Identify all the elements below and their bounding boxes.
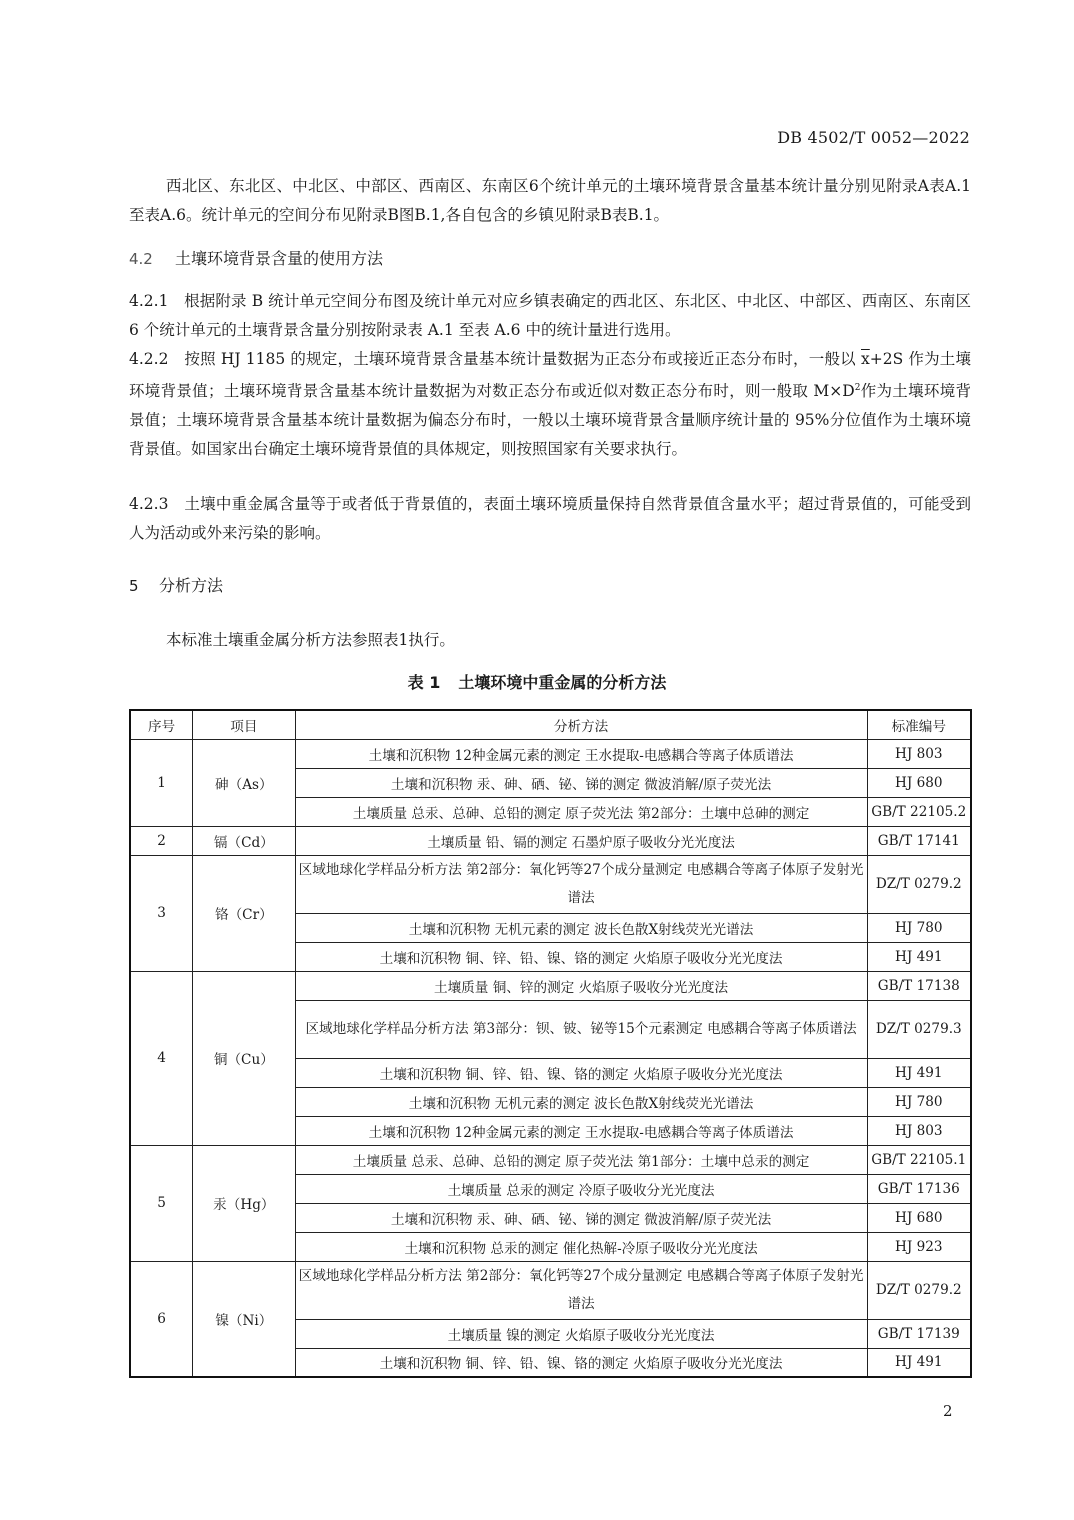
document-code: DB 4502/T 0052—2022 bbox=[777, 128, 970, 147]
item-name: 铜（Cu） bbox=[193, 971, 296, 1145]
table-row bbox=[130, 1261, 971, 1319]
method-cell: 土壤和沉积物 总汞的测定 催化热解-冷原子吸收分光光度法 bbox=[295, 1232, 867, 1261]
section-5-intro: 本标准土壤重金属分析方法参照表1执行。 bbox=[166, 631, 455, 649]
method-cell: 土壤质量 铅、镉的测定 石墨炉原子吸收分光光度法 bbox=[295, 826, 867, 855]
method-cell: 土壤和沉积物 铜、锌、铅、镍、铬的测定 火焰原子吸收分光光度法 bbox=[295, 942, 867, 971]
standard-cell: GB/T 17139 bbox=[867, 1319, 971, 1348]
section-title: 土壤环境背景含量的使用方法 bbox=[175, 249, 384, 268]
standard-cell: DZ/T 0279.2 bbox=[867, 1261, 971, 1319]
clause-4-2-3: 4.2.3 土壤中重金属含量等于或者低于背景值的，表面土壤环境质量保持自然背景值含量水平；超过背景值的，可能受到人为活动或外来污染的影响。 bbox=[129, 495, 971, 542]
clause-text-b: +2S 作为土壤环境背景值；土壤环境背景含量基本统计量数据为对数正态分布或近似对数正态分布时，则一般取 M×D bbox=[129, 350, 971, 401]
standard-cell: HJ 780 bbox=[867, 1087, 971, 1116]
standard-cell: HJ 491 bbox=[867, 1058, 971, 1087]
item-name: 镉（Cd） bbox=[193, 826, 296, 855]
intro-paragraph: 西北区、东北区、中北区、中部区、西南区、东南区6个统计单元的土壤环境背景含量基本统计量分别见附录A表A.1至表A.6。统计单元的空间分布见附录B图B.1,各自包含的乡镇见附录B表B.1。 bbox=[129, 177, 971, 224]
method-cell: 土壤和沉积物 无机元素的测定 波长色散X射线荧光光谱法 bbox=[295, 1087, 867, 1116]
section-number: 5 bbox=[129, 577, 139, 595]
method-cell: 土壤和沉积物 12种金属元素的测定 王水提取-电感耦合等离子体质谱法 bbox=[295, 1116, 867, 1145]
section-4-2-heading bbox=[129, 246, 383, 269]
section-title: 分析方法 bbox=[159, 576, 224, 595]
row-number: 5 bbox=[130, 1145, 193, 1261]
section-5-heading bbox=[129, 573, 223, 596]
superscript: 2 bbox=[854, 383, 861, 393]
table-row bbox=[130, 971, 971, 1000]
table-header-row bbox=[130, 710, 971, 739]
header-cell: 分析方法 bbox=[295, 710, 867, 739]
x-bar-symbol: $\overline{x}$ bbox=[861, 350, 870, 368]
standard-cell: GB/T 17138 bbox=[867, 971, 971, 1000]
method-cell: 土壤和沉积物 无机元素的测定 波长色散X射线荧光光谱法 bbox=[295, 913, 867, 942]
header-cell: 序号 bbox=[130, 710, 193, 739]
row-number: 2 bbox=[130, 826, 193, 855]
standard-cell: HJ 680 bbox=[867, 1203, 971, 1232]
clause-text-c: 作为土壤环境背景值；土壤环境背景含量基本统计量数据为偏态分布时，一般以土壤环境背景含量顺序统计量的 95%分位值作为土壤环境背景值。如国家出台确定土壤环境背景值的具体规定，则按照国家有关要求执行。 bbox=[129, 382, 971, 459]
standard-cell: HJ 803 bbox=[867, 1116, 971, 1145]
row-number: 3 bbox=[130, 855, 193, 971]
item-name: 汞（Hg） bbox=[193, 1145, 296, 1261]
standard-cell: HJ 680 bbox=[867, 768, 971, 797]
method-cell: 土壤质量 铜、锌的测定 火焰原子吸收分光光度法 bbox=[295, 971, 867, 1000]
table-caption bbox=[0, 670, 1074, 693]
clause-text-a: 4.2.2 按照 HJ 1185 的规定，土壤环境背景含量基本统计量数据为正态分布或接近正态分布时，一般以 bbox=[129, 350, 862, 368]
row-number: 6 bbox=[130, 1261, 193, 1377]
row-number: 4 bbox=[130, 971, 193, 1145]
standard-cell: HJ 491 bbox=[867, 942, 971, 971]
method-cell: 土壤质量 总汞、总砷、总铅的测定 原子荧光法 第1部分：土壤中总汞的测定 bbox=[295, 1145, 867, 1174]
standard-cell: GB/T 22105.2 bbox=[867, 797, 971, 826]
standard-cell: GB/T 17136 bbox=[867, 1174, 971, 1203]
table-row bbox=[130, 855, 971, 913]
standard-cell: GB/T 17141 bbox=[867, 826, 971, 855]
standard-cell: DZ/T 0279.2 bbox=[867, 855, 971, 913]
clause-4-2-2 bbox=[129, 345, 971, 464]
header-cell: 标准编号 bbox=[867, 710, 971, 739]
standard-cell: DZ/T 0279.3 bbox=[867, 1000, 971, 1058]
method-cell: 区域地球化学样品分析方法 第3部分：钡、铍、铋等15个元素测定 电感耦合等离子体质谱法 bbox=[295, 1000, 867, 1058]
method-cell: 区域地球化学样品分析方法 第2部分：氧化钙等27个成分量测定 电感耦合等离子体原子发射光谱法 bbox=[295, 1261, 867, 1319]
table-label: 表 1 bbox=[407, 673, 441, 692]
method-cell: 土壤和沉积物 汞、砷、硒、铋、锑的测定 微波消解/原子荧光法 bbox=[295, 1203, 867, 1232]
clause-4-2-1: 4.2.1 根据附录 B 统计单元空间分布图及统计单元对应乡镇表确定的西北区、东北区、中北区、中部区、西南区、东南区 6 个统计单元的土壤背景含量分别按附录表 A.1 至表 A.6 中的统计量进行选用。 bbox=[129, 292, 971, 339]
header-cell: 项目 bbox=[193, 710, 296, 739]
section-number: 4.2 bbox=[129, 250, 153, 268]
method-cell: 土壤和沉积物 铜、锌、铅、镍、铬的测定 火焰原子吸收分光光度法 bbox=[295, 1348, 867, 1377]
row-number: 1 bbox=[130, 739, 193, 826]
table-row bbox=[130, 739, 971, 768]
method-cell: 土壤和沉积物 铜、锌、铅、镍、铬的测定 火焰原子吸收分光光度法 bbox=[295, 1058, 867, 1087]
analysis-methods-table bbox=[129, 709, 972, 1378]
page-number: 2 bbox=[943, 1402, 953, 1420]
standard-cell: HJ 803 bbox=[867, 739, 971, 768]
table-title: 土壤环境中重金属的分析方法 bbox=[458, 673, 667, 692]
item-name: 镍（Ni） bbox=[193, 1261, 296, 1377]
standard-cell: HJ 780 bbox=[867, 913, 971, 942]
standard-cell: GB/T 22105.1 bbox=[867, 1145, 971, 1174]
item-name: 铬（Cr） bbox=[193, 855, 296, 971]
method-cell: 土壤质量 总汞、总砷、总铅的测定 原子荧光法 第2部分：土壤中总砷的测定 bbox=[295, 797, 867, 826]
method-cell: 区域地球化学样品分析方法 第2部分：氧化钙等27个成分量测定 电感耦合等离子体原子发射光谱法 bbox=[295, 855, 867, 913]
table-row bbox=[130, 826, 971, 855]
method-cell: 土壤和沉积物 12种金属元素的测定 王水提取-电感耦合等离子体质谱法 bbox=[295, 739, 867, 768]
method-cell: 土壤质量 镍的测定 火焰原子吸收分光光度法 bbox=[295, 1319, 867, 1348]
standard-cell: HJ 923 bbox=[867, 1232, 971, 1261]
method-cell: 土壤质量 总汞的测定 冷原子吸收分光光度法 bbox=[295, 1174, 867, 1203]
method-cell: 土壤和沉积物 汞、砷、硒、铋、锑的测定 微波消解/原子荧光法 bbox=[295, 768, 867, 797]
standard-cell: HJ 491 bbox=[867, 1348, 971, 1377]
item-name: 砷（As） bbox=[193, 739, 296, 826]
table-row bbox=[130, 1145, 971, 1174]
